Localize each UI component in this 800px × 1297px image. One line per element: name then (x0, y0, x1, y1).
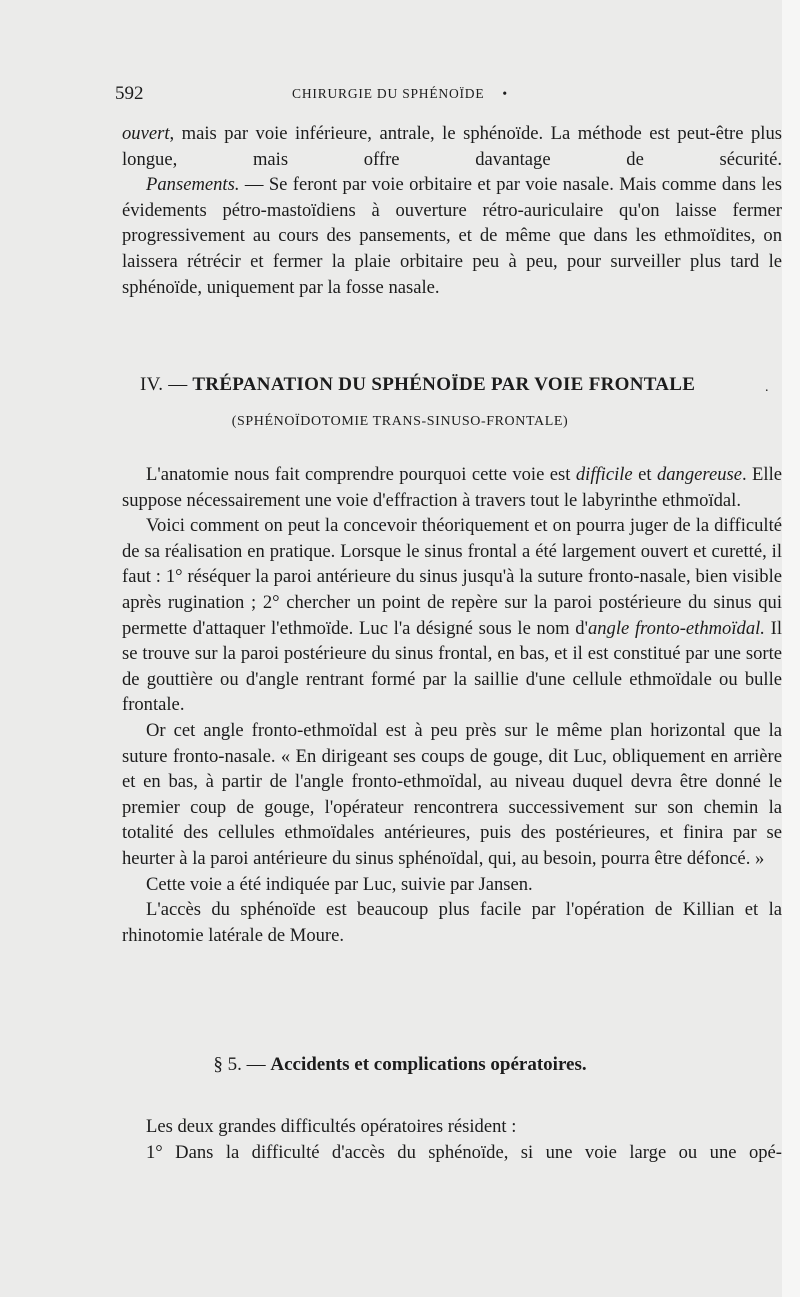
paragraph-text: Voici comment on peut la concevoir théoriquement et on pourra juger de la difficulté de sa réalisation en pratique. Lorsque le sinus frontal a été largement ouvert et curetté, il faut : 1° réséquer la paroi antérieure du sinus jusqu'à la suture fronto-nasale, bien visible après rugination ; 2° chercher un point de repère sur la paroi postérieure du sinus qui permette d'attaquer l'ethmoïde. Luc l'a désigné sous le nom d' (122, 515, 782, 639)
paragraph: Cette voie a été indiquée par Luc, suivie par Jansen. (146, 873, 533, 895)
paragraph (122, 121, 782, 172)
running-title: CHIRURGIE DU SPHÉNOÏDE (292, 86, 485, 101)
paragraph-text: Il se trouve sur la paroi postérieure du sinus frontal, en bas, et il est constitué par une sorte de gouttière ou d'angle rentrant formé par la saillie d'une cellule ethmoïdale ou bulle frontale. (122, 617, 783, 716)
section-heading-5 (0, 1054, 800, 1076)
paragraph-text: et (632, 464, 657, 485)
paragraph: Les deux grandes difficultés opératoires résident : (146, 1116, 517, 1137)
paragraph (122, 462, 782, 513)
running-header (0, 86, 800, 102)
section-number: IV. — (140, 374, 188, 395)
paragraph-text: . Elle suppose nécessairement une voie d'effraction à travers tout le labyrinthe ethmoïdal. (122, 464, 783, 511)
section-title: Accidents et complications opératoires. (270, 1054, 587, 1075)
paragraph-text: L'anatomie nous fait comprendre pourquoi cette voie est (146, 464, 576, 485)
heading-mark: . (765, 380, 769, 395)
header-mark: • (502, 86, 508, 101)
text-block-dressings (122, 121, 782, 300)
italic-text: angle fronto-ethmoïdal. (587, 617, 765, 639)
paragraph: 1° Dans la difficulté d'accès du sphénoïde, si une voie large ou une opé- (146, 1141, 782, 1163)
paragraph: L'accès du sphénoïde est beaucoup plus facile par l'opération de Killian et la rhinotomie latérale de Moure. (122, 899, 782, 946)
section-number: § 5. — (213, 1054, 266, 1075)
section-heading-iv (140, 374, 695, 396)
section-subtitle: (SPHÉNOÏDOTOMIE TRANS-SINUSO-FRONTALE) (231, 414, 569, 429)
page-edge (782, 0, 800, 1297)
italic-text: difficile (575, 464, 633, 485)
paragraph: Or cet angle fronto-ethmoïdal est à peu près sur le même plan horizontal que la suture fronto-nasale. « En dirigeant ses coups de gouge, dit Luc, obliquement en arrière et en bas, à partir de l'angle fronto-ethmoïdal, au niveau duquel devra être donné le premier coup de gouge, l'opérateur rencontrera successivement sur son chemin la totalité des cellules ethmoïdales antérieures, puis des postérieures, et finira par se heurter à la paroi antérieure du sinus sphénoïdal, qui, au besoin, pourra être défoncé. » (122, 719, 782, 869)
section-title: TRÉPANATION DU SPHÉNOÏDE PAR VOIE FRONTALE (192, 374, 696, 395)
italic-text: dangereuse (656, 464, 742, 485)
page-number: 592 (115, 83, 144, 104)
paragraph-text: — Se feront par voie orbitaire et par voie nasale. Mais comme dans les évidements pétro-mastoïdiens à ouverture rétro-auriculaire qu'on laisse fermer progressivement au cours des pansements, et de même que dans les ethmoïdites, on laissera rétrécir et fermer la plaie orbitaire peu à peu, pour surveiller plus tard le sphénoïde, uniquement par la fosse nasale. (122, 174, 782, 298)
text-block-accidents (122, 1114, 782, 1165)
text-block-frontal-route (122, 462, 782, 948)
italic-text: Pansements. (146, 174, 240, 196)
paragraph (122, 513, 782, 718)
paragraph-text: , mais par voie inférieure, antrale, le sphénoïde. La méthode est peut-être plus longue, mais offre davantage de sécurité. (122, 123, 782, 170)
paragraph (122, 172, 782, 300)
italic-text: ouvert (122, 123, 170, 144)
